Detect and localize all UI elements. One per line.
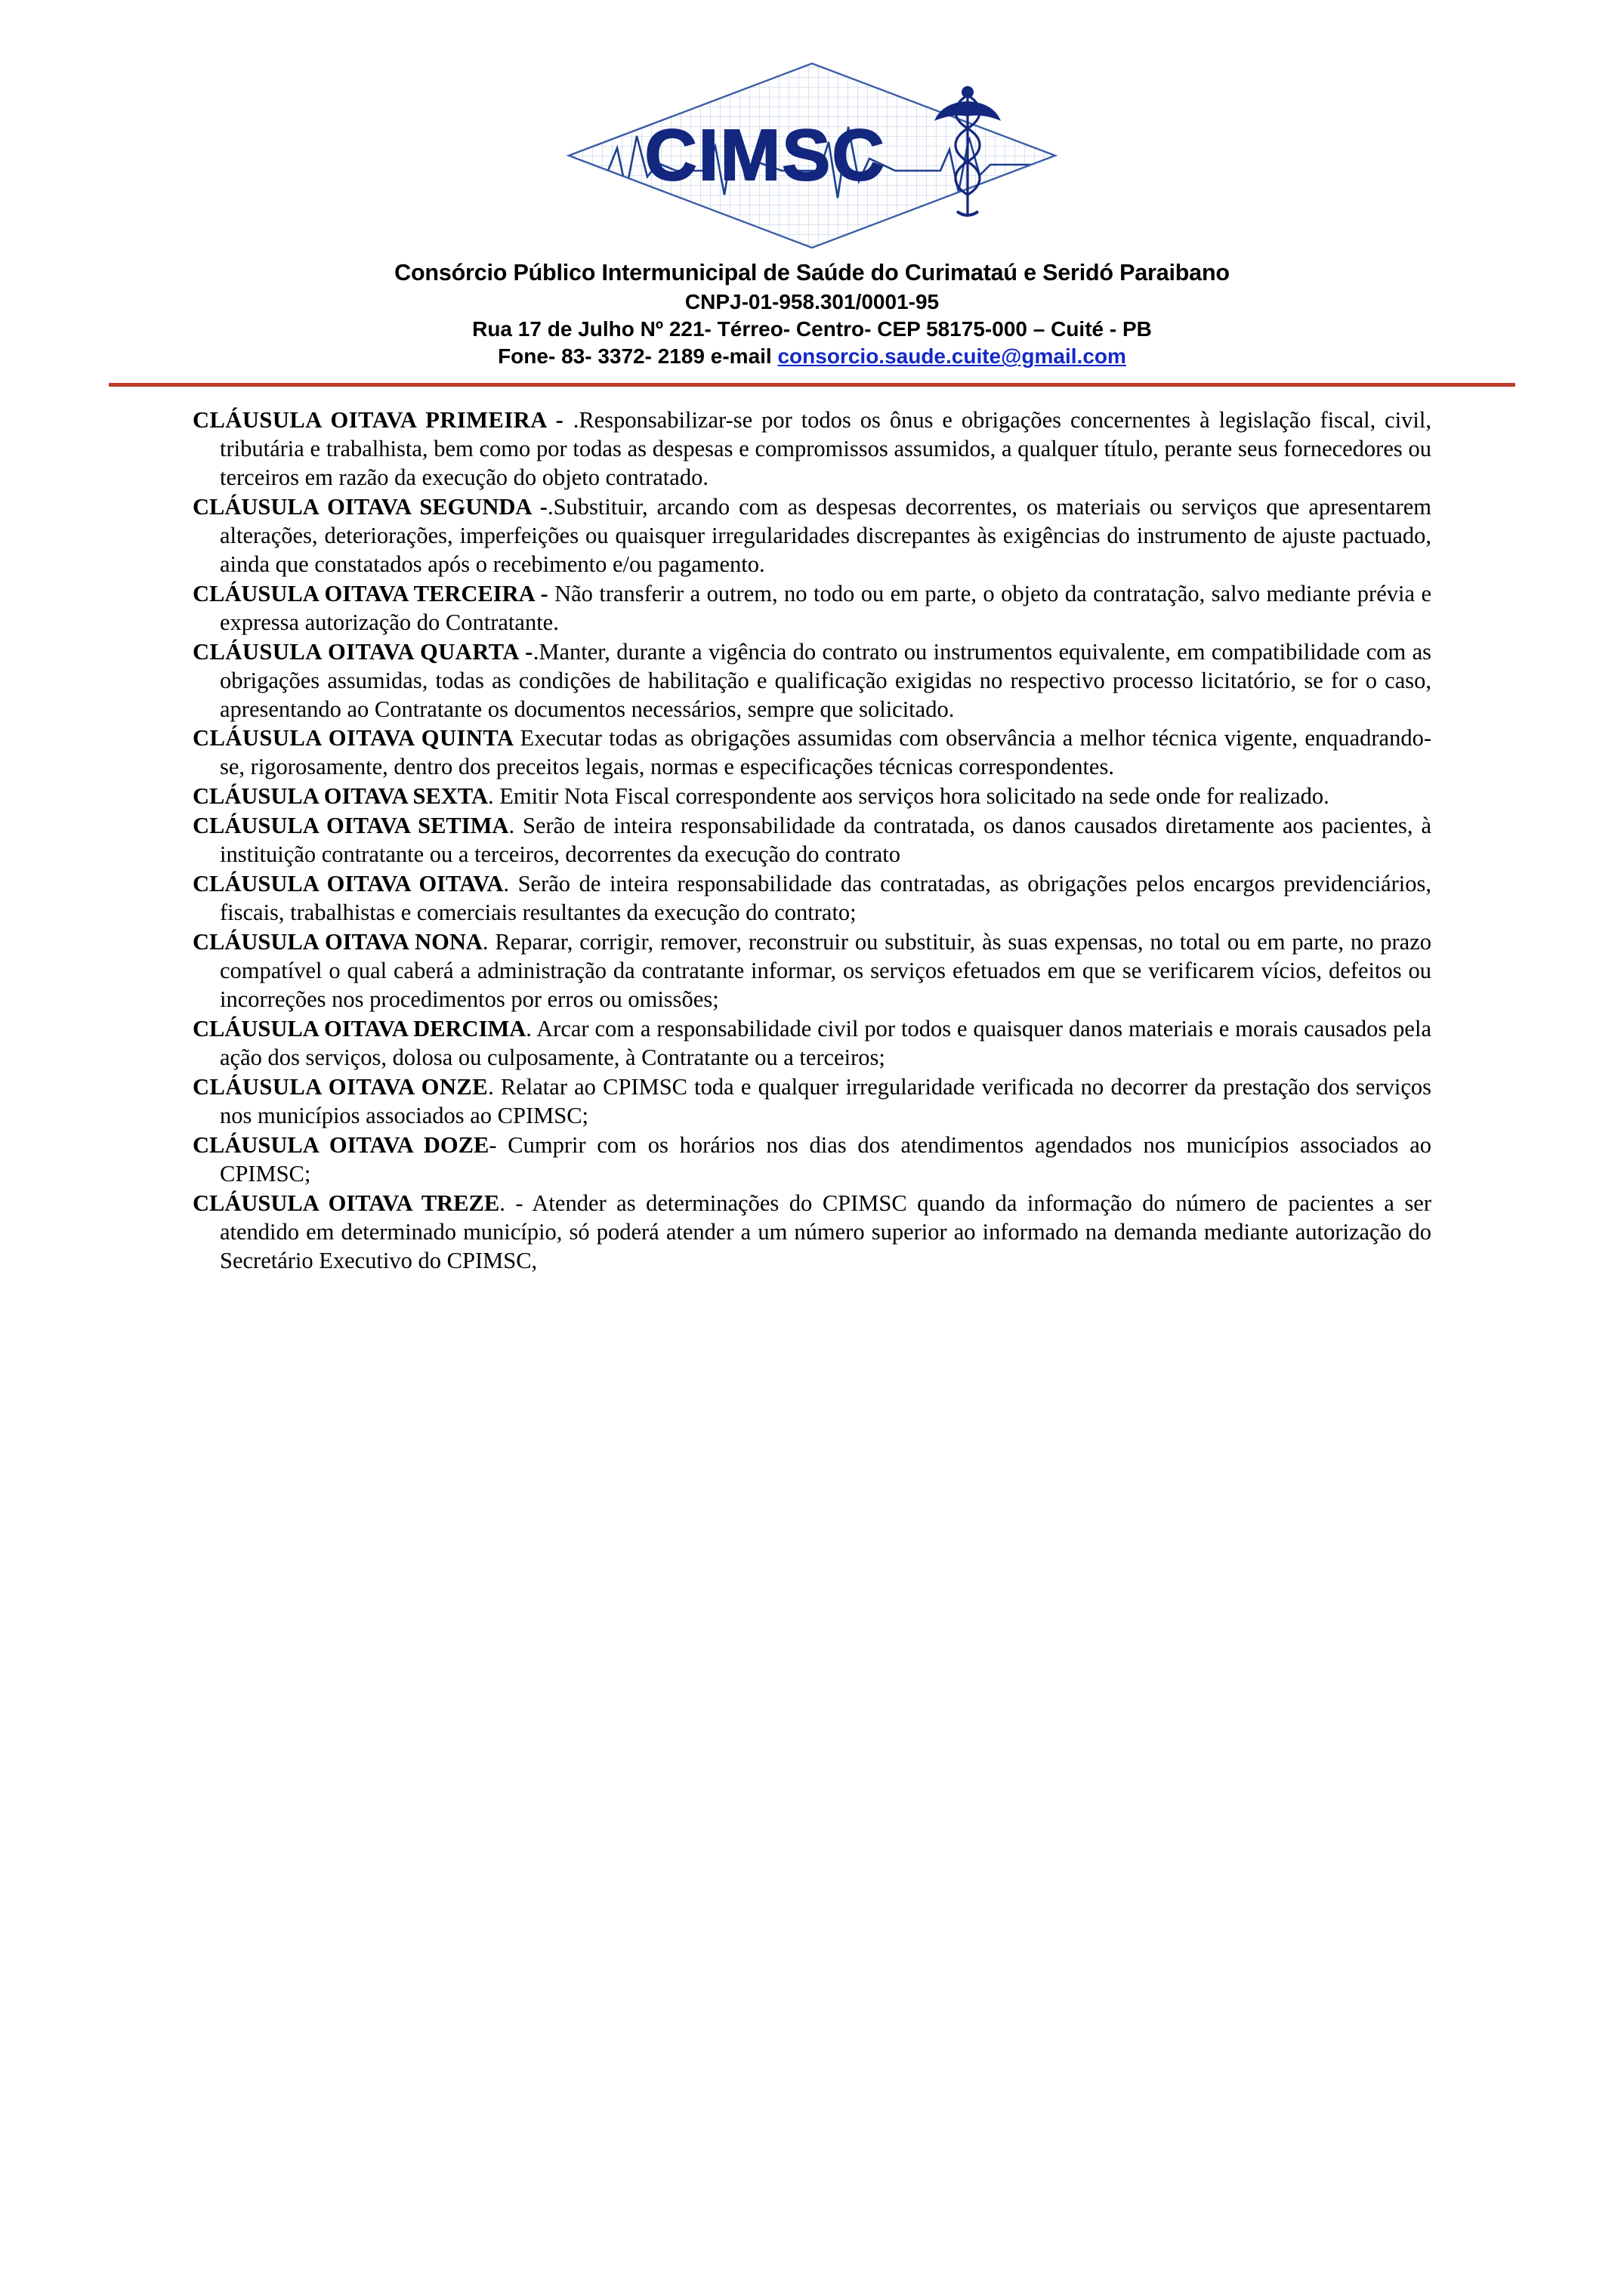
clause-item (193, 1190, 1431, 1276)
clause-body: . - Atender as determinações do CPIMSC quando da informação do número de pacientes a ser atendido em determinado município, só poderá atender a um número superior ao informado na demanda mediante autorização do Secretário Executivo do CPIMSC, (220, 1190, 1432, 1273)
clause-body: Não transferir a outrem, no todo ou em parte, o objeto da contratação, salvo mediante prévia e expressa autorização do Contratante. (220, 580, 1431, 635)
org-phone-label: Fone- 83- 3372- 2189 e-mail (498, 344, 778, 369)
clause-body: . Serão de inteira responsabilidade da contratada, os danos causados diretamente aos pacientes, à instituição contratante ou a terceiros, decorrentes da execução do contrato (220, 813, 1431, 868)
clause-title: CLÁUSULA OITAVA PRIMEIRA - (193, 406, 573, 433)
clause-title: CLÁUSULA OITAVA DOZE (193, 1132, 489, 1159)
clause-body: .Manter, durante a vigência do contrato ou instrumentos equivalente, em compatibilidade com as obrigações assumidas, todas as condições de habilitação e qualificação exigidas no respectivo processo licitatório, se for o caso, apresentando ao Contratante os documentos necessários, sempre que solicitado. (220, 638, 1431, 722)
clause-title: CLÁUSULA OITAVA TERCEIRA - (193, 580, 555, 606)
clause-title: CLÁUSULA OITAVA SETIMA (193, 813, 509, 839)
clause-title: CLÁUSULA OITAVA QUINTA (193, 725, 520, 751)
svg-text:CIMSC: CIMSC (644, 115, 886, 196)
clause-item (193, 1073, 1431, 1131)
clause-body: . Reparar, corrigir, remover, reconstruir ou substituir, às suas expensas, no total ou em parte, no prazo compatível o qual caberá a administração da contratante informar, os serviços efetuados em que se verificarem vícios, defeitos ou incorreções nos procedimentos por erros ou omissões; (220, 929, 1432, 1013)
clause-body: - Cumprir com os horários nos dias dos atendimentos agendados nos municípios associados ao CPIMSC; (220, 1132, 1431, 1187)
clause-item (193, 812, 1431, 869)
document-header (0, 0, 1624, 387)
clause-body: .Responsabilizar-se por todos os ônus e obrigações concernentes à legislação fiscal, civil, tributária e trabalhista, bem como por todas as despesas e compromissos assumidos, a qualquer título, perante seus fornecedores ou terceiros em razão da execução do objeto contratado. (220, 406, 1432, 490)
clause-body: . Arcar com a responsabilidade civil por todos e quaisquer danos materiais e morais causados pela ação dos serviços, dolosa ou culposamente, à Contratante ou a terceiros; (220, 1016, 1431, 1071)
clause-title: CLÁUSULA OITAVA QUARTA - (193, 638, 533, 665)
clause-title: CLÁUSULA OITAVA TREZE (193, 1190, 500, 1216)
clause-title: CLÁUSULA OITAVA DERCIMA (193, 1016, 526, 1042)
clause-item (193, 406, 1431, 492)
clause-body: . Relatar ao CPIMSC toda e qualquer irregularidade verificada no decorrer da prestação dos serviços nos municípios associados ao CPIMSC; (220, 1074, 1431, 1129)
org-address: Rua 17 de Julho Nº 221- Térreo- Centro- CEP 58175-000 – Cuité - PB (472, 317, 1152, 341)
clause-body: .Substituir, arcando com as despesas decorrentes, os materiais ou serviços que apresentarem alterações, deteriorações, imperfeições ou quaisquer irregularidades discrepantes às exigências do instrumento de ajuste pactuado, ainda que constatados após o recebimento e/ou pagamento. (220, 493, 1431, 577)
clause-item (193, 870, 1431, 927)
clause-title: CLÁUSULA OITAVA SEGUNDA - (193, 493, 548, 520)
org-cnpj: CNPJ-01-958.301/0001-95 (684, 289, 940, 313)
cimsc-logo (563, 57, 1061, 254)
clause-title: CLÁUSULA OITAVA SEXTA (193, 783, 488, 810)
clause-item (193, 1015, 1431, 1072)
org-email-link[interactable]: consorcio.saude.cuite@gmail.com (777, 344, 1126, 369)
org-name: Consórcio Público Intermunicipal de Saúde do Curimataú e Seridó Paraibano (394, 260, 1230, 285)
org-contact (0, 343, 1624, 370)
clause-item (193, 928, 1431, 1014)
org-identity-block (0, 258, 1624, 371)
clause-item (193, 782, 1431, 811)
clause-item (193, 638, 1431, 724)
clause-title: CLÁUSULA OITAVA ONZE (193, 1074, 489, 1100)
clause-title: CLÁUSULA OITAVA OITAVA (193, 871, 504, 897)
clause-item (193, 724, 1431, 782)
clause-item (193, 1131, 1431, 1189)
clause-list (193, 387, 1431, 1276)
clause-item (193, 493, 1431, 579)
clause-body: . Serão de inteira responsabilidade das contratadas, as obrigações pelos encargos previdenciários, fiscais, trabalhistas e comerciais resultantes da execução do contrato; (220, 871, 1431, 926)
clause-body: . Emitir Nota Fiscal correspondente aos serviços hora solicitado na sede onde for realizado. (488, 783, 1329, 810)
clause-body: Executar todas as obrigações assumidas com observância a melhor técnica vigente, enquadrando-se, rigorosamente, dentro dos preceitos legais, normas e especificações técnicas correspondentes. (220, 725, 1431, 780)
clause-item (193, 580, 1431, 637)
clause-title: CLÁUSULA OITAVA NONA (193, 929, 483, 955)
cimsc-logo-icon (563, 57, 1061, 254)
